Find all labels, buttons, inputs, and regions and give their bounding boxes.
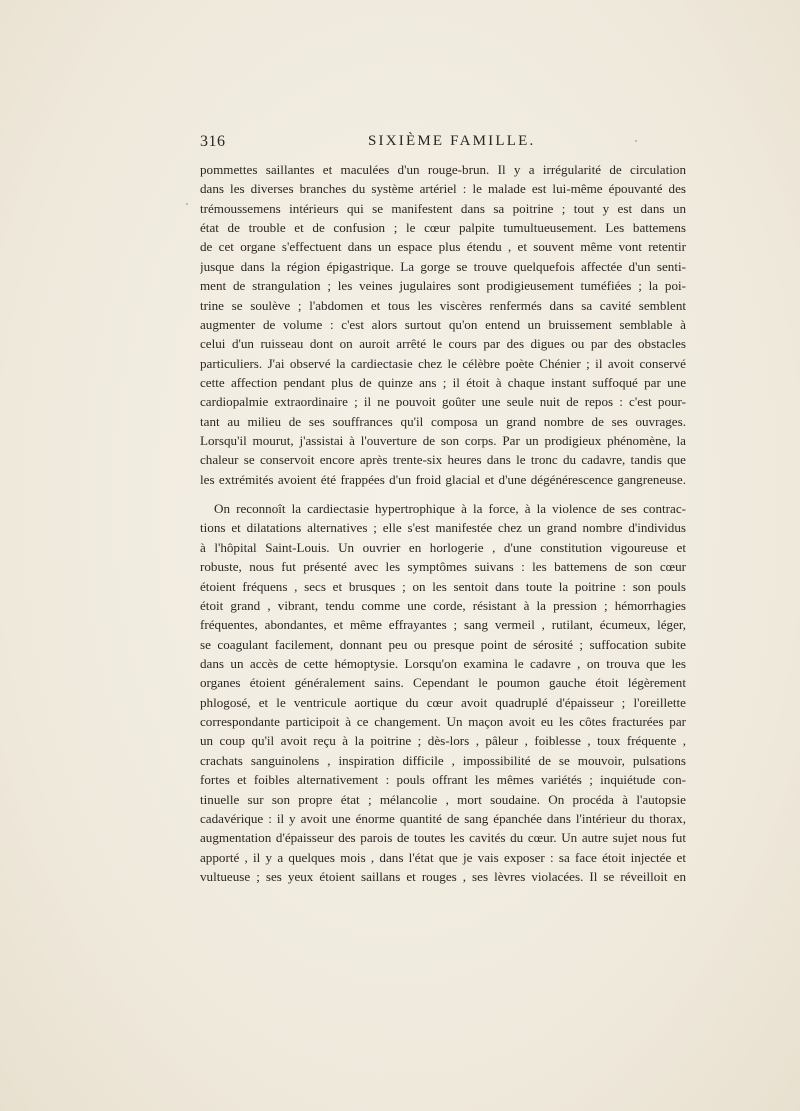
text-line: vultueuse ; ses yeux étoient saillans et rouges , ses lèvres violacées. Il se réveilloit en <box>200 868 686 884</box>
text-line: apporté , il y a quelques mois , dans l'état que je vais exposer : sa face étoit injectée et <box>200 849 686 865</box>
text-line: tions et dilatations alternatives ; elle s'est manifestée chez un grand nombre d'individus <box>200 520 686 536</box>
text-line: organes étoient généralement sains. Cependant le poumon gauche étoit légèrement <box>200 675 686 691</box>
text-line: un coup qu'il avoit reçu à la poitrine ; dès-lors , pâleur , foiblesse , toux fréquente , <box>200 733 686 749</box>
text-line: correspondante participoit à ce changement. Un maçon avoit eu les côtes fracturées par <box>200 714 686 730</box>
text-line: étoit grand , vibrant, tendu comme une corde, résistant à la pression ; hémorrhagies <box>200 597 686 613</box>
text-line: dans les diverses branches du système artériel : le malade est lui-même épouvanté des <box>200 181 686 197</box>
text-line: Lorsqu'il mourut, j'assistai à l'ouverture de son corps. Par un prodigieux phénomène, la <box>200 433 686 449</box>
text-line: phlogosé, et le ventricule aortique du cœur avoit quadruplé d'épaisseur ; l'oreillette <box>200 694 686 710</box>
text-line: particuliers. J'ai observé la cardiectasie chez le célèbre poète Chénier ; il avoit conservé <box>200 355 686 371</box>
text-line: fréquentes, abondantes, et même effrayantes ; sang vermeil , rutilant, écumeux, léger, <box>200 617 686 633</box>
text-line: crachats sanguinolens , inspiration difficile , impossibilité de se mouvoir, pulsations <box>200 752 686 768</box>
text-line: augmentation d'épaisseur des parois de toutes les cavités du cœur. Un autre sujet nous fut <box>200 830 686 846</box>
text-line: cardiopalmie extraordinaire ; il ne pouvoit goûter une seule nuit de repos : c'est pour- <box>200 394 686 410</box>
text-line: fortes et foibles alternativement : pouls offrant les mêmes variétés ; inquiétude con- <box>200 772 686 788</box>
text-line: robuste, nous fut présenté avec les symptômes suivans : les battemens de son cœur <box>200 559 686 575</box>
text-line: tinuelle sur son propre état ; mélancolie , mort soudaine. On procéda à l'autopsie <box>200 791 686 807</box>
text-line: jusque dans la région épigastrique. La gorge se trouve quelquefois affectée d'un senti- <box>200 258 686 274</box>
paragraph <box>200 499 686 886</box>
text-line: cadavérique : il y avoit une énorme quantité de sang épanchée dans l'intérieur du thorax, <box>200 810 686 826</box>
text-line: On reconnoît la cardiectasie hypertrophique à la force, à la violence de ses contrac- <box>214 501 686 517</box>
paragraph-gap <box>200 489 686 499</box>
text-line: à l'hôpital Saint-Louis. Un ouvrier en horlogerie , d'une constitution vigoureuse et <box>200 539 686 555</box>
text-line: pommettes saillantes et maculées d'un rouge-brun. Il y a irrégularité de circulation <box>200 162 686 177</box>
text-line: cette affection pendant plus de quinze ans ; il étoit à chaque instant suffoqué par une <box>200 374 686 390</box>
text-line: ment de strangulation ; les veines jugulaires sont prodigieusement tuméfiées ; la poi- <box>200 278 686 294</box>
page-header <box>200 133 686 157</box>
paragraph <box>200 160 686 489</box>
text-line: celui d'un ruisseau dont on auroit arrêté le cours par des digues ou par des obstacles <box>200 336 686 352</box>
text-line: tant au milieu de ses souffrances qu'il composa un grand nombre de ses ouvrages. <box>200 413 686 429</box>
text-line: trine se soulève ; l'abdomen et tous les viscères renfermés dans sa cavité semblent <box>200 297 686 313</box>
text-line: les extrémités avoient été frappées d'un froid glacial et d'une dégénérescence gangreneuse. <box>200 471 686 487</box>
text-line: chaleur se conservoit encore après trente-six heures dans le tronc du cadavre, tandis que <box>200 452 686 468</box>
text-line: augmenter de volume : c'est alors surtout qu'on entend un bruissement semblable à <box>200 316 686 332</box>
text-line: trémoussemens intérieurs qui se manifestent dans sa poitrine ; tout y est dans un <box>200 200 686 216</box>
paper-speck <box>186 203 188 205</box>
text-line: dans un accès de cette hémoptysie. Lorsqu'on examina le cadavre , on trouva que les <box>200 655 686 671</box>
page-number: 316 <box>200 133 226 150</box>
text-line: de cet organe s'effectuent dans un espace plus étendu , et souvent même vont retentir <box>200 239 686 255</box>
body-text <box>200 160 686 886</box>
text-line: état de trouble et de confusion ; le cœur palpite tumultueusement. Les battemens <box>200 220 686 236</box>
running-title: SIXIÈME FAMILLE. <box>368 133 536 149</box>
text-line: se coagulant facilement, donnant peu ou presque point de sérosité ; suffocation subite <box>200 636 686 652</box>
text-line: étoient fréquens , secs et brusques ; on les sentoit dans toute la poitrine : son pouls <box>200 578 686 594</box>
